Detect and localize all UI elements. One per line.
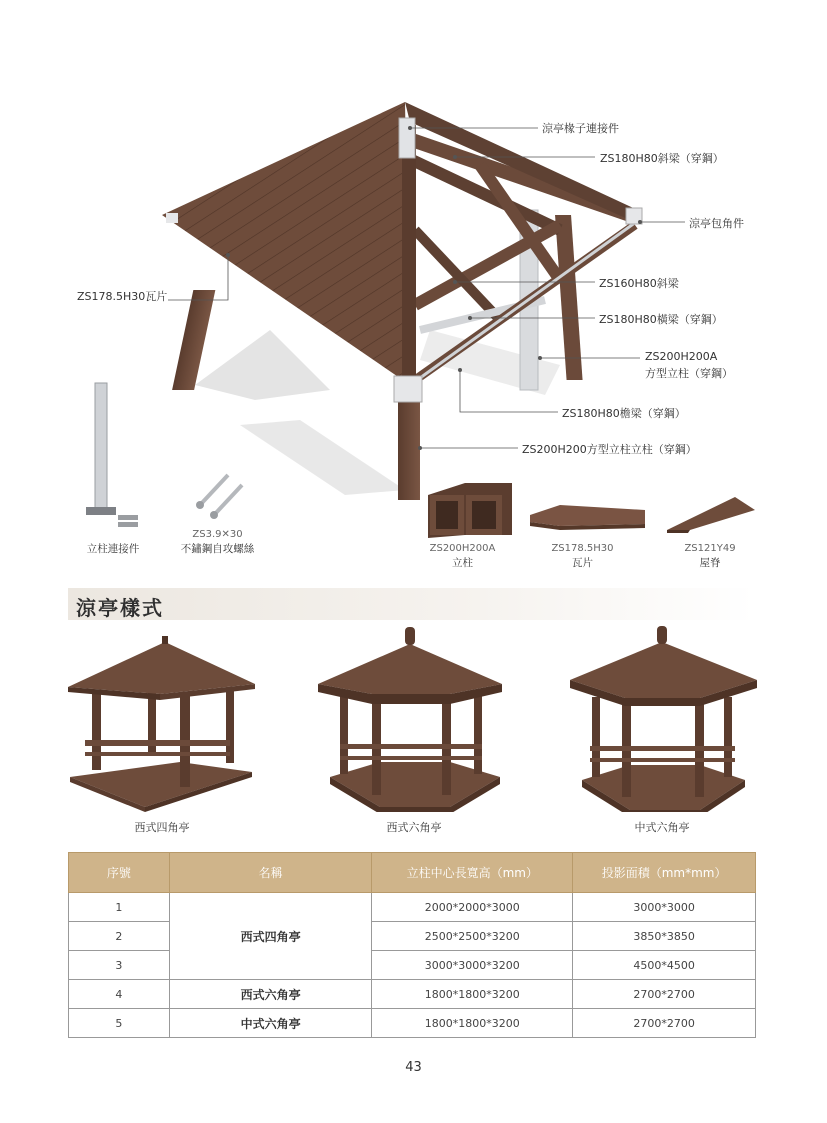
cell-size: 2500*2500*3200 [372, 922, 573, 951]
callout-roof-tile: ZS178.5H30瓦片 [77, 290, 168, 303]
part-post-connector [78, 542, 148, 556]
part-ridge [670, 542, 750, 570]
part-tile-name: 瓦片 [572, 557, 593, 569]
callout-post-full: ZS200H200方型立柱立柱（穿鋼） [522, 443, 697, 456]
table-row [69, 980, 756, 1009]
western-square-gazebo-illustration [68, 636, 255, 812]
header-no: 序號 [69, 853, 170, 893]
screw-illustration [196, 475, 242, 519]
callout-square-post-code: ZS200H200A [645, 350, 718, 363]
ridge-profile-illustration [667, 497, 755, 533]
cell-no: 3 [69, 951, 170, 980]
cell-no: 2 [69, 922, 170, 951]
style-caption-chinese-hexagonal: 中式六角亭 [634, 821, 690, 834]
part-screw [170, 528, 265, 556]
part-post-name: 立柱 [452, 557, 473, 569]
cell-name: 西式六角亭 [169, 980, 372, 1009]
part-ridge-code: ZS121Y49 [684, 543, 736, 554]
cell-area: 3850*3850 [573, 922, 756, 951]
cell-size: 3000*3000*3200 [372, 951, 573, 980]
cell-name: 西式四角亭 [169, 893, 372, 980]
cell-no: 4 [69, 980, 170, 1009]
style-caption-western-square: 西式四角亭 [134, 821, 190, 834]
tile-profile-illustration [530, 505, 645, 530]
table-header-row [69, 853, 756, 893]
post-profile-illustration [428, 483, 512, 538]
part-post [420, 542, 505, 570]
corner-cover [394, 376, 422, 402]
cell-size: 1800*1800*3200 [372, 980, 573, 1009]
callout-diagonal-beam: ZS160H80斜梁 [599, 277, 679, 290]
wood-post [555, 215, 583, 380]
gazebo-styles [0, 622, 827, 812]
cell-area: 2700*2700 [573, 980, 756, 1009]
callout-corner-cover: 涼亭包角件 [689, 217, 744, 230]
table-row [69, 1009, 756, 1038]
callout-rafter-connector: 涼亭椽子連接件 [542, 122, 619, 135]
cell-name: 中式六角亭 [169, 1009, 372, 1038]
cell-no: 1 [69, 893, 170, 922]
part-tile-code: ZS178.5H30 [551, 543, 614, 554]
shadow [240, 420, 405, 495]
cell-size: 2000*2000*3000 [372, 893, 573, 922]
callout-diagonal-beam-steel: ZS180H80斜梁（穿鋼） [600, 152, 724, 165]
part-post-connector-name: 立柱連接件 [86, 543, 140, 555]
cell-no: 5 [69, 1009, 170, 1038]
post-connector-illustration [86, 383, 138, 527]
cell-area: 2700*2700 [573, 1009, 756, 1038]
cell-area: 3000*3000 [573, 893, 756, 922]
shadow [195, 330, 330, 400]
section-title: 涼亭樣式 [76, 596, 164, 620]
callout-cross-beam-steel: ZS180H80橫梁（穿鋼） [599, 313, 723, 326]
header-name: 名稱 [169, 853, 372, 893]
part-screw-name: 不鏽鋼自攻螺絲 [180, 543, 255, 555]
part-screw-code: ZS3.9✕30 [192, 529, 243, 540]
part-ridge-name: 屋脊 [699, 557, 721, 569]
gazebo-spec-table [68, 852, 756, 1038]
style-caption-western-hexagonal: 西式六角亭 [386, 821, 442, 834]
table-row [69, 893, 756, 922]
western-hexagonal-gazebo-illustration [318, 627, 502, 812]
section-band [68, 588, 756, 620]
chinese-hexagonal-gazebo-illustration [570, 626, 757, 812]
part-post-code: ZS200H200A [429, 543, 496, 554]
header-area: 投影面積（mm*mm） [573, 853, 756, 893]
rafter-connector [399, 118, 415, 158]
callout-eave-beam-steel: ZS180H80檐梁（穿鋼） [562, 407, 686, 420]
part-tile [540, 542, 625, 570]
cell-size: 1800*1800*3200 [372, 1009, 573, 1038]
page-number: 43 [405, 1060, 422, 1075]
callout-square-post-name: 方型立柱（穿鋼） [645, 367, 733, 380]
cell-area: 4500*4500 [573, 951, 756, 980]
header-size: 立柱中心長寬高（mm） [372, 853, 573, 893]
